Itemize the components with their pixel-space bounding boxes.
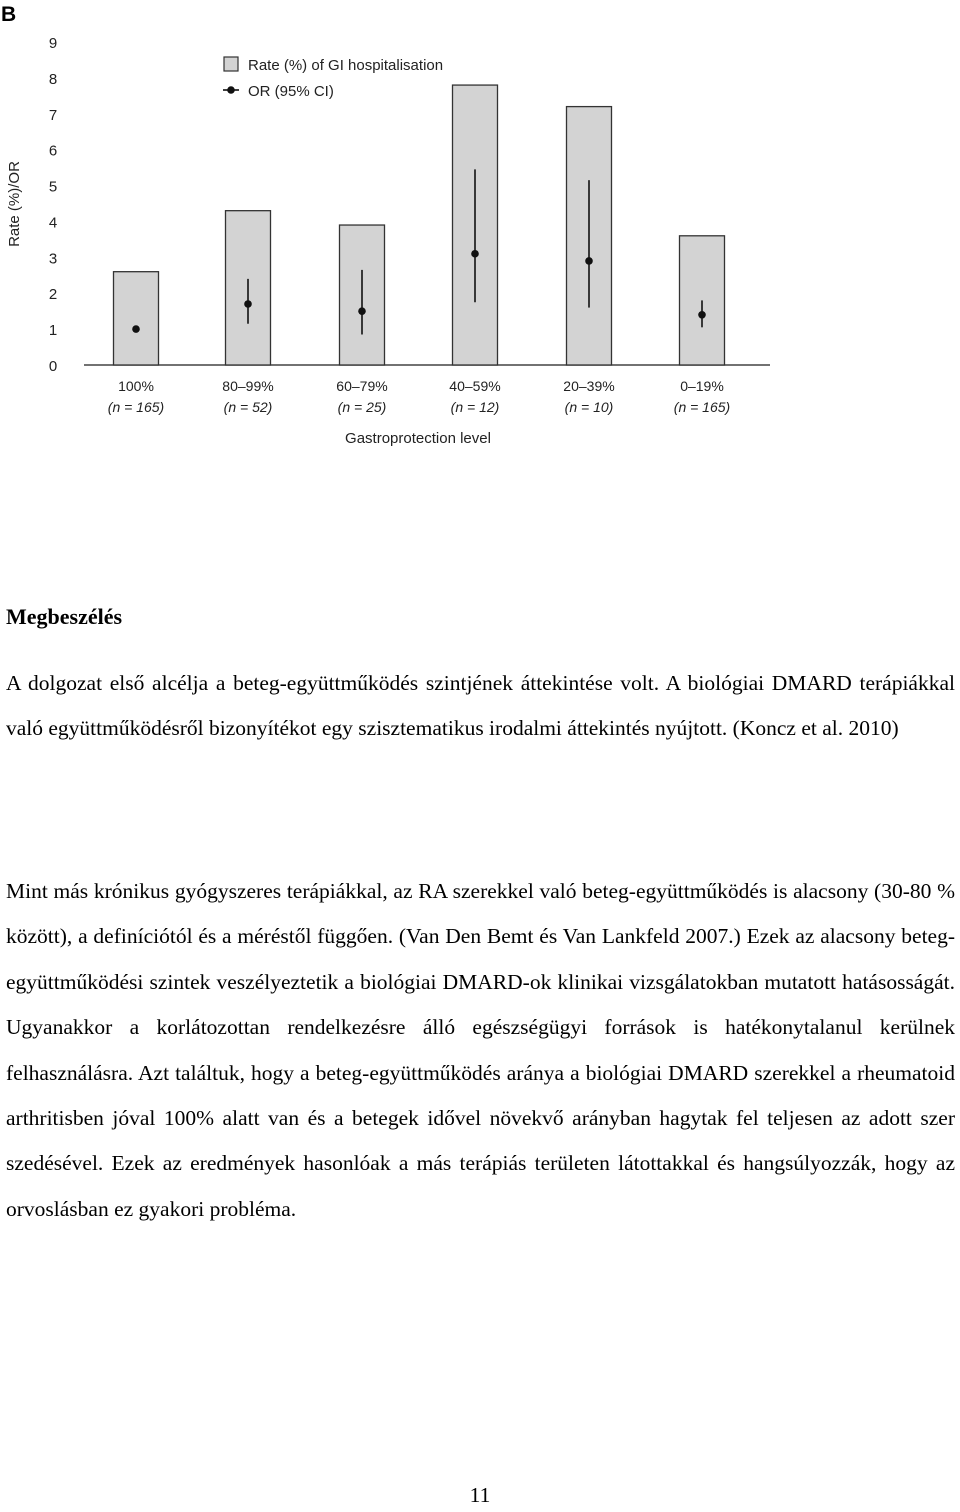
section-heading: Megbeszélés bbox=[6, 604, 123, 629]
y-tick-label: 7 bbox=[48, 106, 58, 124]
panel-label: B bbox=[1, 3, 17, 26]
x-tick-n-label: (n = 10) bbox=[564, 399, 614, 415]
x-tick-label: 20–39% bbox=[563, 378, 615, 394]
y-tick-label: 0 bbox=[48, 358, 58, 375]
paragraph-1: A dolgozat első alcélja a beteg-együttműködés szintjének áttekintése volt. A biológiai DMARD terápiákkal való együttműködésről bizonyítékot egy szisztematikus irodalmi áttekintés nyújtott. (Koncz et al. 2010) bbox=[6, 671, 955, 741]
y-tick-label: 6 bbox=[48, 142, 58, 160]
or-point bbox=[244, 300, 252, 308]
or-point bbox=[132, 325, 140, 333]
y-tick-label: 5 bbox=[48, 178, 58, 196]
x-tick-label: 80–99% bbox=[222, 378, 274, 394]
x-tick-n-label: (n = 165) bbox=[673, 399, 731, 415]
or-point bbox=[585, 257, 593, 265]
y-tick-label: 1 bbox=[48, 322, 58, 340]
y-tick-label: 4 bbox=[48, 214, 58, 232]
y-tick-label: 8 bbox=[48, 70, 58, 88]
figure-b bbox=[0, 0, 960, 460]
or-point bbox=[358, 307, 366, 315]
legend-bar-label: Rate (%) of GI hospitalisation bbox=[248, 57, 444, 74]
page-number: 11 bbox=[469, 1483, 491, 1507]
x-tick-n-label: (n = 12) bbox=[450, 399, 500, 415]
x-tick-label: 60–79% bbox=[336, 378, 388, 394]
y-tick-label: 3 bbox=[48, 250, 58, 268]
legend-point-marker bbox=[227, 86, 235, 94]
gi-hospitalisation-chart bbox=[6, 35, 770, 447]
legend-point-label: OR (95% CI) bbox=[248, 83, 334, 100]
x-axis-label: Gastroprotection level bbox=[345, 430, 491, 447]
y-tick-label: 2 bbox=[48, 286, 58, 304]
x-tick-label: 100% bbox=[118, 378, 154, 394]
legend-bar-swatch bbox=[224, 57, 238, 71]
paragraph-2: Mint más krónikus gyógyszeres terápiákkal, az RA szerekkel való beteg-együttműködés is alacsony (30-80 % között), a definíciótól és a méréstől függően. (Van Den Bemt és Van Lankfeld 2007.) Ezek az alacsony beteg-együttműködési szintek veszélyeztetik a biológiai DMARD-ok klinikai vizsgálatokban mutatott hatásosságát. Ugyanakkor a korlátozottan rendelkezésre álló egészségügyi források is hatékonytalanul kerülnek felhasználásra. Azt találtuk, hogy a beteg-együttműködés aránya a biológiai DMARD szerekkel a rheumatoid arthritisben jóval 100% alatt van és a betegek idővel növekvő arányban hagytak fel teljesen az adott szer szedésével. Ezek az eredmények hasonlóak a más terápiás területen látottakkal és hangsúlyozzák, hogy az orvoslásban ez gyakori probléma. bbox=[6, 879, 955, 1221]
legend bbox=[223, 57, 443, 100]
x-tick-n-label: (n = 165) bbox=[107, 399, 165, 415]
or-point bbox=[471, 250, 479, 258]
x-tick-label: 0–19% bbox=[680, 378, 724, 394]
or-point bbox=[698, 311, 706, 319]
x-tick-n-label: (n = 25) bbox=[337, 399, 387, 415]
y-tick-label: 9 bbox=[48, 35, 58, 52]
x-tick-n-label: (n = 52) bbox=[223, 399, 273, 415]
bar bbox=[114, 272, 159, 365]
x-tick-label: 40–59% bbox=[449, 378, 501, 394]
y-axis-label: Rate (%)/OR bbox=[6, 161, 23, 247]
